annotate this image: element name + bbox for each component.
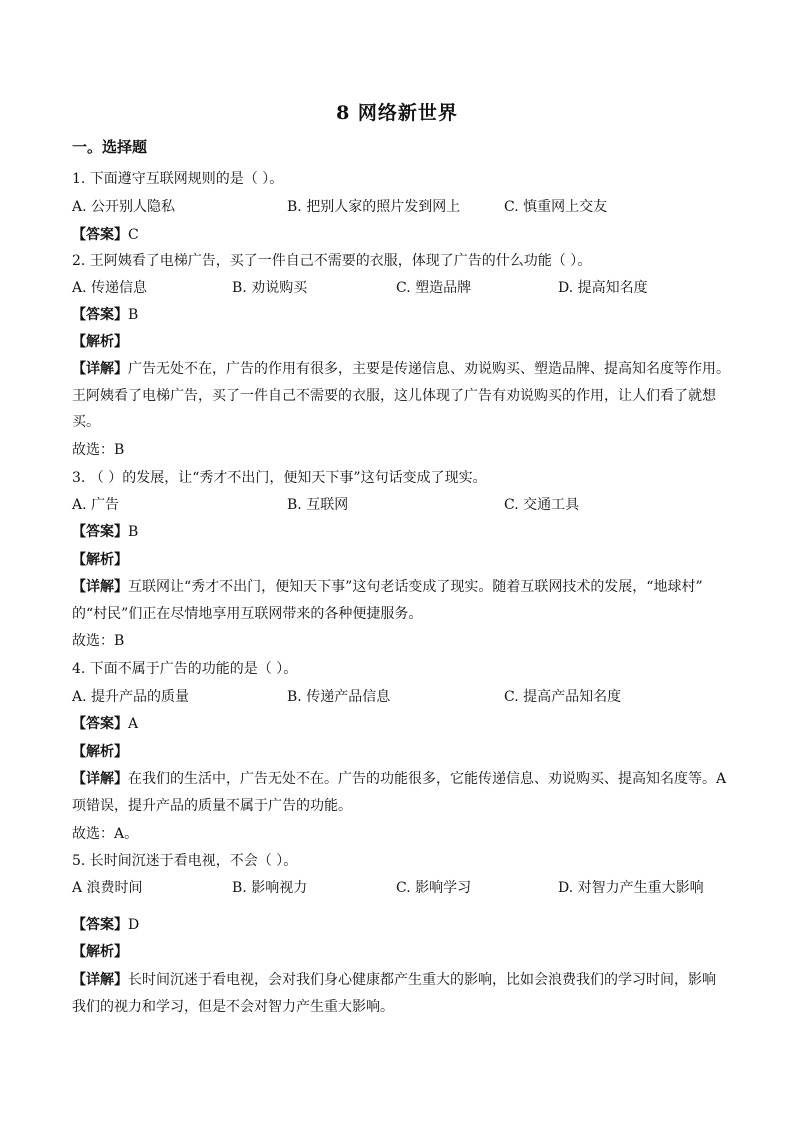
q3-option-b: B. 互联网 — [287, 497, 349, 513]
q4-answer-value: A — [128, 716, 139, 732]
q2-detail-text-1: 广告无处不在，广告的作用有很多，主要是传递信息、劝说购买、塑造品牌、提高知名度等作用。 — [128, 361, 730, 377]
q2-detail-1 — [72, 360, 732, 378]
q2-option-d: D. 提高知名度 — [558, 280, 648, 296]
detail-label: 【详解】 — [72, 972, 128, 988]
q3-analysis-label: 【解析】 — [72, 552, 128, 568]
q5-detail-1 — [72, 971, 732, 989]
q3-answer-value: B — [128, 524, 139, 540]
detail-label: 【详解】 — [72, 771, 128, 787]
q2-choice: 故选：B — [72, 442, 125, 458]
q3-detail-2: 的“村民”们正在尽情地享用互联网带来的各种便捷服务。 — [72, 606, 423, 622]
q1-answer — [72, 226, 732, 244]
q3-detail-text-1: 互联网让“秀才不出门，便知天下事”这句老话变成了现实。随着互联网技术的发展，“地球村” — [128, 579, 703, 595]
section-heading: 一。选择题 — [72, 138, 148, 156]
q5-detail-text-1: 长时间沉迷于看电视，会对我们身心健康都产生重大的影响，比如会浪费我们的学习时间，影响 — [128, 972, 716, 988]
q2-option-b: B. 劝说购买 — [232, 280, 308, 296]
q4-answer — [72, 715, 732, 733]
q2-option-a: A. 传递信息 — [72, 280, 148, 296]
q5-stem: 5. 长时间沉迷于看电视，不会（ ）。 — [72, 853, 298, 869]
q5-answer — [72, 916, 732, 934]
q5-option-d: D. 对智力产生重大影响 — [558, 880, 704, 896]
q3-choice: 故选：B — [72, 633, 125, 649]
q4-stem: 4. 下面不属于广告的功能的是（ ）。 — [72, 661, 298, 677]
q1-option-c: C. 慎重网上交友 — [504, 199, 608, 215]
q5-option-b: B. 影响视力 — [232, 880, 308, 896]
answer-label: 【答案】 — [72, 524, 128, 540]
q3-detail-1 — [72, 578, 732, 596]
q4-option-c: C. 提高产品知名度 — [504, 689, 622, 705]
page-title: 8 网络新世界 — [336, 102, 458, 124]
q1-stem: 1. 下面遵守互联网规则的是（ ）。 — [72, 171, 284, 187]
q5-detail-2: 我们的视力和学习，但是不会对智力产生重大影响。 — [72, 999, 394, 1015]
q3-option-c: C. 交通工具 — [504, 497, 580, 513]
q2-option-c: C. 塑造品牌 — [396, 280, 472, 296]
q2-stem: 2. 王阿姨看了电梯广告，买了一件自己不需要的衣服，体现了广告的什么功能（ ）。 — [72, 253, 592, 269]
q2-detail-3: 买。 — [72, 414, 100, 430]
q3-stem: 3. （ ）的发展，让“秀才不出门，便知天下事”这句话变成了现实。 — [72, 470, 487, 486]
q2-answer — [72, 306, 732, 324]
q2-detail-2: 王阿姨看了电梯广告，买了一件自己不需要的衣服，这儿体现了广告有劝说购买的作用，让人们看了就想 — [72, 388, 716, 404]
detail-label: 【详解】 — [72, 361, 128, 377]
q2-analysis-label: 【解析】 — [72, 334, 128, 350]
q4-detail-2: 项错误，提升产品的质量不属于广告的功能。 — [72, 798, 352, 814]
q5-option-a: A 浪费时间 — [72, 880, 143, 896]
q5-analysis-label: 【解析】 — [72, 944, 128, 960]
answer-label: 【答案】 — [72, 716, 128, 732]
answer-label: 【答案】 — [72, 227, 128, 243]
q1-option-b: B. 把别人家的照片发到网上 — [287, 199, 461, 215]
q2-answer-value: B — [128, 307, 139, 323]
detail-label: 【详解】 — [72, 579, 128, 595]
q1-answer-value: C — [128, 227, 139, 243]
q3-option-a: A. 广告 — [72, 497, 120, 513]
q4-detail-text-1: 在我们的生活中，广告无处不在。广告的功能很多，它能传递信息、劝说购买、提高知名度等。A — [128, 771, 727, 787]
q4-detail-1 — [72, 770, 732, 788]
q4-option-a: A. 提升产品的质量 — [72, 689, 190, 705]
q1-option-a: A. 公开别人隐私 — [72, 199, 176, 215]
q4-analysis-label: 【解析】 — [72, 744, 128, 760]
q4-choice: 故选：A。 — [72, 826, 139, 842]
answer-label: 【答案】 — [72, 917, 128, 933]
q5-answer-value: D — [128, 917, 140, 933]
q3-answer — [72, 523, 732, 541]
answer-label: 【答案】 — [72, 307, 128, 323]
q4-option-b: B. 传递产品信息 — [287, 689, 391, 705]
q5-option-c: C. 影响学习 — [396, 880, 472, 896]
